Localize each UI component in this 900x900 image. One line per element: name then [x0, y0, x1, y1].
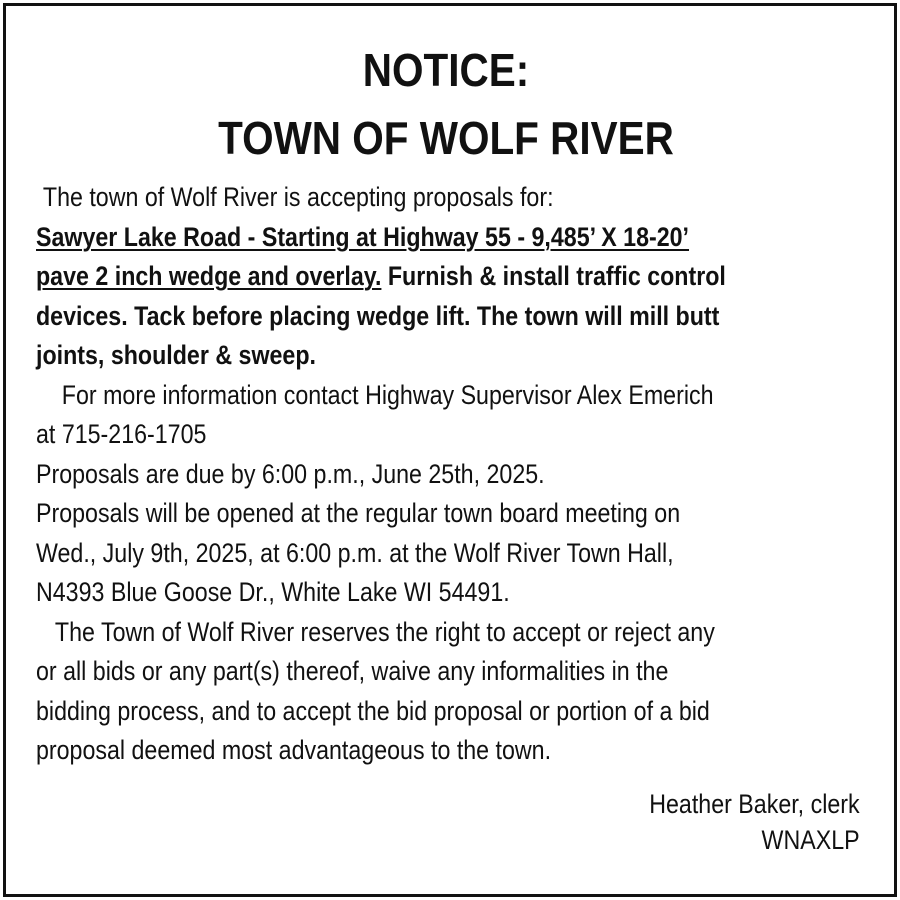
project-line-2-rest: Furnish & install traffic control [381, 261, 726, 291]
contact-line-2: at 715-216-1705 [36, 419, 207, 449]
project-line-1: Sawyer Lake Road - Starting at Highway 55 - 9,485’ X 18-20’ [36, 221, 690, 252]
rights-line-4: proposal deemed most advantageous to the town. [36, 735, 552, 765]
notice-title: NOTICE: [362, 44, 530, 96]
project-line-2-underlined: pave 2 inch wedge and overlay. [36, 261, 382, 291]
rights-line-1: The Town of Wolf River reserves the right to accept or reject any [54, 616, 715, 647]
project-line-4: joints, shoulder & sweep. [36, 340, 316, 370]
notice-body [36, 178, 856, 771]
intro-line: The town of Wolf River is accepting proposals for: [42, 182, 554, 212]
opening-line-1: Proposals will be opened at the regular town board meeting on [36, 498, 681, 528]
notice-content [36, 36, 856, 771]
contact-line-1: For more information contact Highway Supervisor Alex Emerich [61, 379, 714, 410]
rights-line-2: or all bids or any part(s) thereof, waive any informalities in the [36, 656, 669, 686]
signature-block [650, 786, 860, 858]
signature-code: WNAXLP [761, 825, 860, 855]
signature-name: Heather Baker, clerk [649, 789, 860, 819]
notice-town-title: TOWN OF WOLF RIVER [218, 112, 674, 164]
rights-line-3: bidding process, and to accept the bid proposal or portion of a bid [36, 695, 710, 726]
due-line: Proposals are due by 6:00 p.m., June 25th, 2025. [36, 458, 545, 489]
opening-line-3: N4393 Blue Goose Dr., White Lake WI 54491. [36, 577, 510, 607]
opening-line-2: Wed., July 9th, 2025, at 6:00 p.m. at the Wolf River Town Hall, [36, 537, 674, 568]
project-line-3: devices. Tack before placing wedge lift. The town will mill butt [36, 300, 720, 331]
project-line-2 [36, 257, 856, 297]
